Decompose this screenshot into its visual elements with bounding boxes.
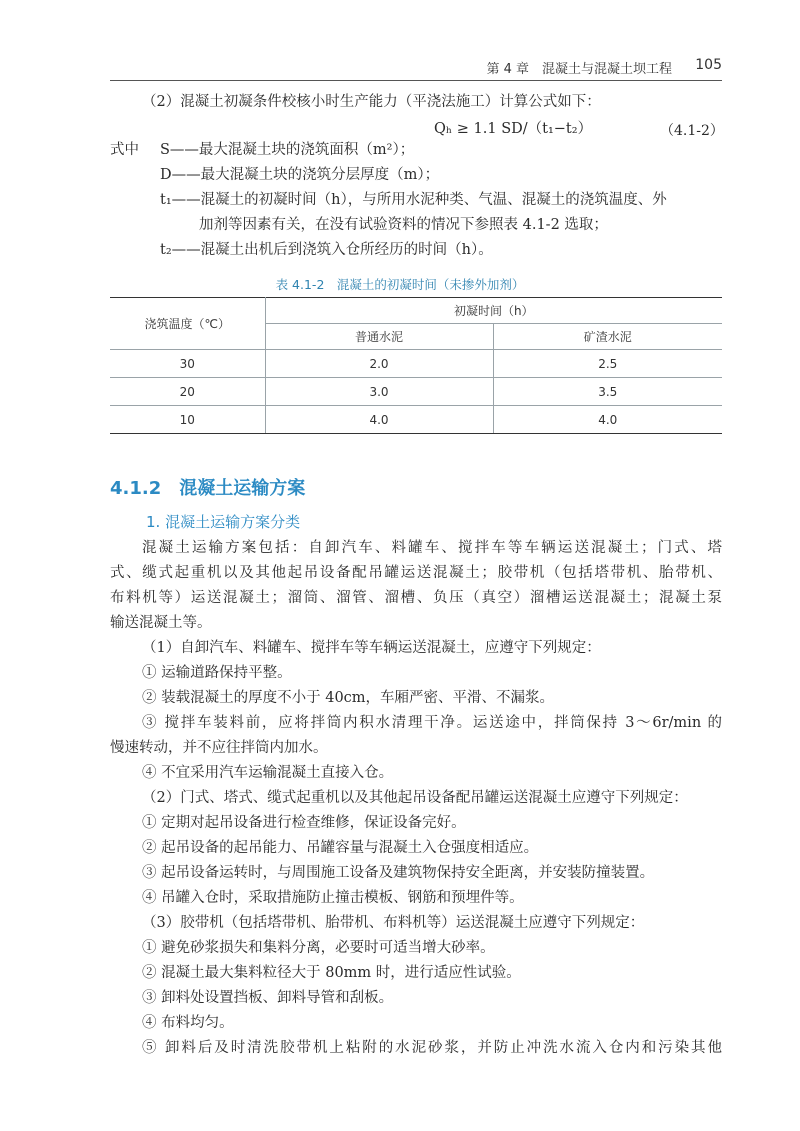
definitions-prefix: 式中 xyxy=(110,142,139,158)
page-header xyxy=(110,56,722,81)
setting-time-table xyxy=(110,297,722,434)
cell-temperature: 10 xyxy=(110,406,265,434)
cell-ordinary: 3.0 xyxy=(265,378,493,406)
header-temperature: 浇筑温度（℃） xyxy=(110,298,265,350)
header-setting-time: 初凝时间（h） xyxy=(265,298,722,324)
cell-slag: 4.0 xyxy=(493,406,722,434)
rule-heading: （3）胶带机（包括塔带机、胎带机、布料机等）运送混凝土应遵守下列规定： xyxy=(142,915,645,931)
definition-d: D——最大混凝土块的浇筑分层厚度（m）； xyxy=(160,167,440,183)
rule-item: ① 定期对起吊设备进行检查维修，保证设备完好。 xyxy=(142,815,466,831)
rule-item: ① 避免砂浆损失和集料分离，必要时可适当增大砂率。 xyxy=(142,940,495,956)
intro-line: （2）混凝土初凝条件校核小时生产能力（平浇法施工）计算公式如下： xyxy=(142,94,601,110)
rule-item: ③ 起吊设备运转时，与周围施工设备及建筑物保持安全距离，并安装防撞装置。 xyxy=(142,865,655,881)
definition-t1-line1: t₁——混凝土的初凝时间（h），与所用水泥种类、气温、混凝土的浇筑温度、外 xyxy=(160,192,667,208)
subsection-title: 1. 混凝土运输方案分类 xyxy=(146,513,301,531)
table-caption: 表 4.1-2 混凝土的初凝时间（未掺外加剂） xyxy=(275,277,525,292)
rule-item: ④ 布料均匀。 xyxy=(142,1015,234,1031)
rule-heading: （2）门式、塔式、缆式起重机以及其他起吊设备配吊罐运送混凝土应遵守下列规定： xyxy=(142,790,688,806)
formula: Qₕ ≥ 1.1 SD/（t₁−t₂） xyxy=(434,121,593,137)
cell-slag: 2.5 xyxy=(493,350,722,378)
rule-item: ② 装载混凝土的厚度不小于 40cm，车厢严密、平滑、不漏浆。 xyxy=(142,690,555,706)
paragraph-line: 式、缆式起重机以及其他起吊设备配吊罐运送混凝土；胶带机（包括塔带机、胎带机、 xyxy=(110,565,722,581)
paragraph-line: 混凝土运输方案包括：自卸汽车、料罐车、搅拌车等车辆运送混凝土；门式、塔 xyxy=(142,540,722,556)
cell-temperature: 20 xyxy=(110,378,265,406)
rule-item: ③ 卸料处设置挡板、卸料导管和刮板。 xyxy=(142,990,394,1006)
definition-s: S——最大混凝土块的浇筑面积（m²）； xyxy=(160,142,415,158)
rule-heading: （1）自卸汽车、料罐车、搅拌车等车辆运送混凝土，应遵守下列规定： xyxy=(142,640,601,656)
section-title: 4.1.2 混凝土运输方案 xyxy=(110,478,306,499)
table-row xyxy=(110,350,722,378)
cell-slag: 3.5 xyxy=(493,378,722,406)
rule-item: ② 混凝土最大集料粒径大于 80mm 时，进行适应性试验。 xyxy=(142,965,521,981)
rule-item: ④ 不宜采用汽车运输混凝土直接入仓。 xyxy=(142,765,394,781)
formula-number: （4.1-2） xyxy=(660,123,724,139)
rule-item: ⑤ 卸料后及时清洗胶带机上粘附的水泥砂浆，并防止冲洗水流入仓内和污染其他 xyxy=(142,1040,722,1056)
rule-item: ③ 搅拌车装料前，应将拌筒内积水清理干净。运送途中，拌筒保持 3～6r/min 的 xyxy=(142,715,722,731)
table-row xyxy=(110,406,722,434)
chapter-title: 第 4 章 混凝土与混凝土坝工程 xyxy=(486,62,672,77)
header-slag-cement: 矿渣水泥 xyxy=(493,324,722,350)
header-ordinary-cement: 普通水泥 xyxy=(265,324,493,350)
paragraph-line: 布料机等）运送混凝土；溜筒、溜管、溜槽、负压（真空）溜槽运送混凝土；混凝土泵 xyxy=(110,590,722,606)
table-row xyxy=(110,378,722,406)
rule-item: ④ 吊罐入仓时，采取措施防止撞击模板、钢筋和预埋件等。 xyxy=(142,890,524,906)
rule-item: ① 运输道路保持平整。 xyxy=(142,665,292,681)
rule-item: ② 起吊设备的起吊能力、吊罐容量与混凝土入仓强度相适应。 xyxy=(142,840,539,856)
page-number: 105 xyxy=(695,57,722,73)
paragraph-line: 输送混凝土等。 xyxy=(110,615,212,631)
cell-ordinary: 2.0 xyxy=(265,350,493,378)
definition-t1-line2: 加剂等因素有关，在没有试验资料的情况下参照表 4.1-2 选取； xyxy=(199,217,608,233)
cell-temperature: 30 xyxy=(110,350,265,378)
rule-item-continued: 慢速转动，并不应往拌筒内加水。 xyxy=(110,740,328,756)
definition-t2: t₂——混凝土出机后到浇筑入仓所经历的时间（h）。 xyxy=(160,242,493,258)
cell-ordinary: 4.0 xyxy=(265,406,493,434)
